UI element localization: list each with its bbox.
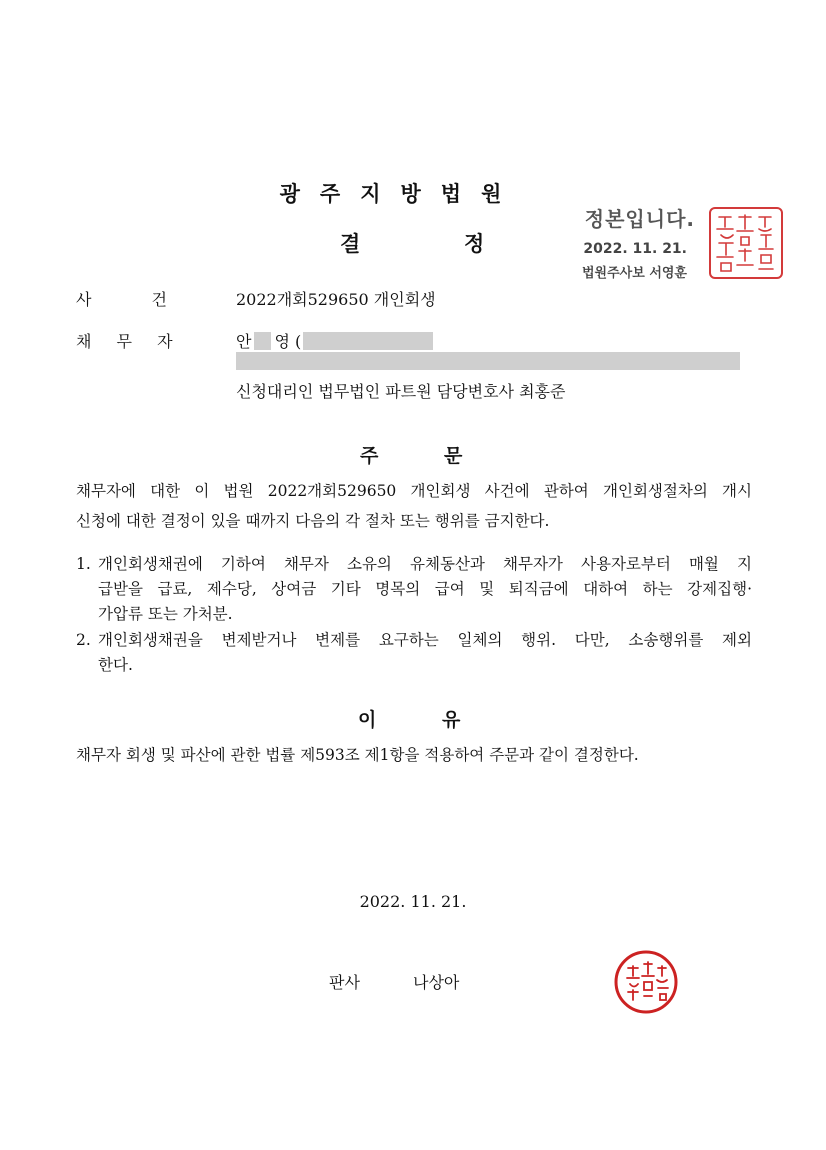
clerk-seal-icon xyxy=(709,207,783,279)
order-title-right: 문 xyxy=(444,445,463,467)
redaction-bar xyxy=(236,352,740,370)
certified-copy-date: 2022. 11. 21. xyxy=(583,241,687,257)
court-name: 광주지방법원 xyxy=(279,182,522,206)
list-number: 2. xyxy=(76,631,91,649)
list-number: 1. xyxy=(76,555,91,573)
case-value: 2022개회529650 개인회생 xyxy=(236,290,436,309)
list-item xyxy=(76,552,752,628)
reason-title-right: 유 xyxy=(442,709,461,731)
decision-date: 2022. 11. 21. xyxy=(359,892,467,911)
debtor-name-mid: 영 ( xyxy=(274,332,302,351)
debtor-label: 채 무 자 xyxy=(76,332,173,351)
list-line: 급받을 급료, 제수당, 상여금 기타 명목의 급여 및 퇴직금에 대하여 하는 강제집행· xyxy=(98,580,752,598)
order-intro-line1: 채무자에 대한 이 법원 2022개회529650 개인회생 사건에 관하여 개인회생절차의 개시 xyxy=(76,482,752,500)
list-line: 가압류 또는 가처분. xyxy=(98,605,233,623)
reason-text: 채무자 회생 및 파산에 관한 법률 제593조 제1항을 적용하여 주문과 같이 결정한다. xyxy=(76,746,639,764)
doc-type-left: 결 xyxy=(340,232,361,256)
reason-title-left: 이 xyxy=(358,709,377,731)
doc-type-right: 정 xyxy=(464,232,485,256)
case-label-text: 사 건 xyxy=(76,290,167,309)
agent-value: 신청대리인 법무법인 파트원 담당변호사 최홍준 xyxy=(236,382,566,401)
redaction-bar xyxy=(303,332,433,350)
judge-seal-icon xyxy=(614,950,678,1014)
list-line: 개인회생채권을 변제받거나 변제를 요구하는 일체의 행위. 다만, 소송행위를 제외 xyxy=(98,631,752,649)
judge-title: 판사 xyxy=(329,973,360,992)
list-line: 개인회생채권에 기하여 채무자 소유의 유체동산과 채무자가 사용자로부터 매월 지 xyxy=(98,555,752,573)
certified-copy-notice: 정본입니다. xyxy=(584,207,695,231)
debtor-name-prefix: 안 xyxy=(236,332,252,351)
case-label xyxy=(76,287,168,310)
order-title-left: 주 xyxy=(360,445,379,467)
redaction-bar xyxy=(254,332,271,350)
certified-copy-clerk: 법원주사보 서영훈 xyxy=(582,266,687,281)
debtor-value xyxy=(236,329,433,352)
list-line: 한다. xyxy=(98,656,133,674)
judge-name: 나상아 xyxy=(413,973,460,992)
order-intro-line2: 신청에 대한 결정이 있을 때까지 다음의 각 절차 또는 행위를 금지한다. xyxy=(76,512,550,530)
list-item xyxy=(76,628,752,680)
